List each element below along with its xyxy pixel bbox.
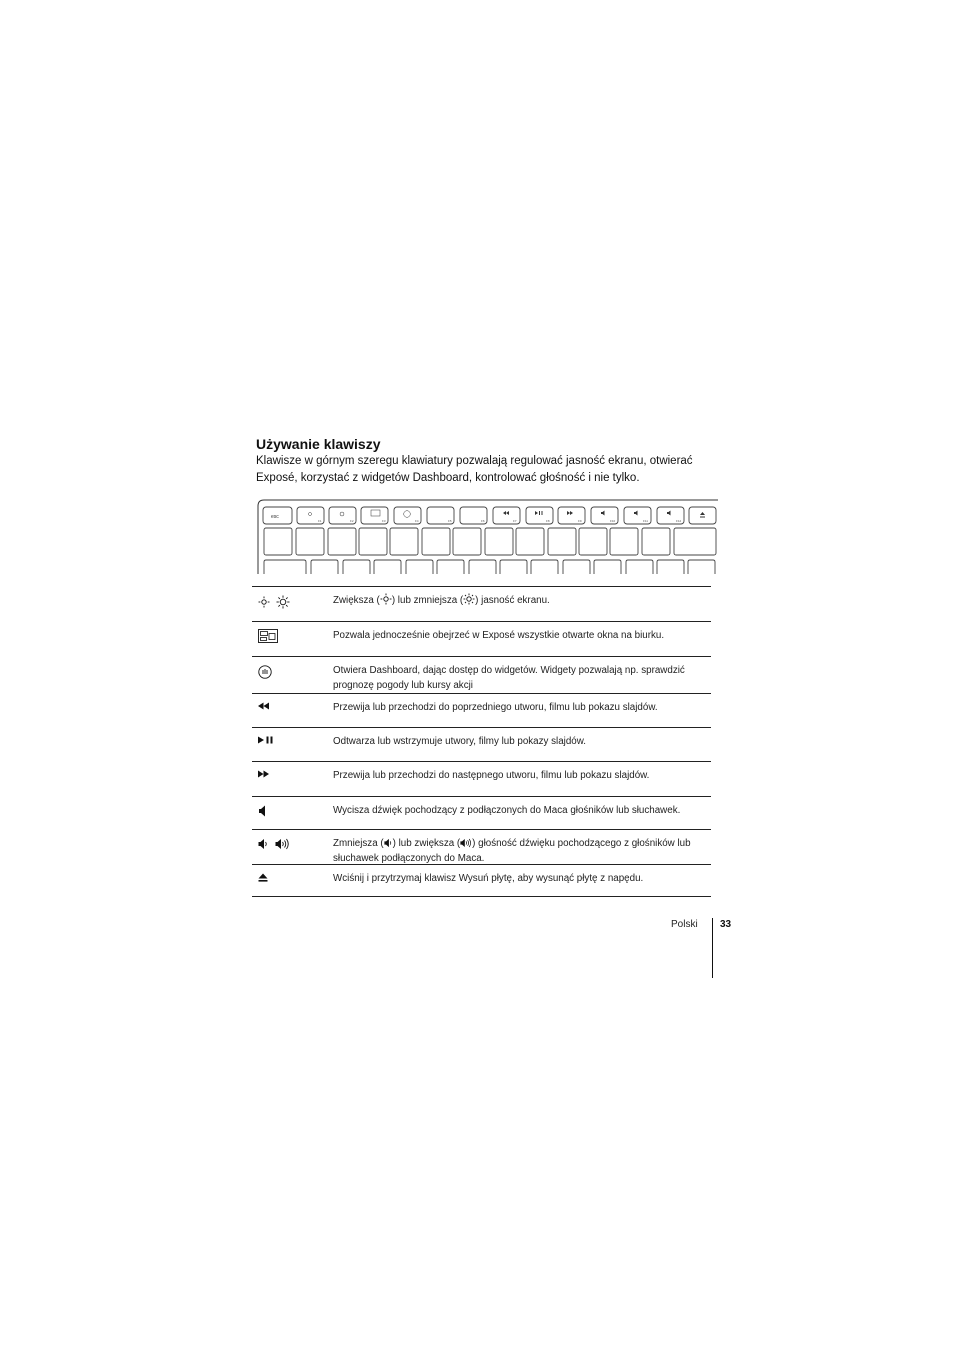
play-pause-icon — [258, 736, 274, 744]
table-row-playpause — [252, 727, 711, 761]
key-f1-label: F1 — [318, 519, 322, 523]
volume-text-1: Zmniejsza ( — [333, 838, 384, 849]
mute-icon — [258, 805, 266, 817]
key-f4-label: F4 — [415, 519, 419, 523]
brightness-down-inline-icon — [463, 593, 475, 605]
table-row-volume — [252, 829, 711, 864]
mute-description: Wycisza dźwięk pochodzący z podłączonych do Maca głośników lub słuchawek. — [333, 805, 681, 816]
volume-description — [333, 836, 708, 866]
dashboard-symbols — [258, 665, 272, 679]
key-f12-label: F12 — [676, 519, 682, 523]
table-row-dashboard — [252, 656, 711, 693]
expose-symbols — [258, 629, 278, 643]
section-heading: Używanie klawiszy — [256, 436, 381, 452]
volume-text-2: ) lub zwiększa ( — [392, 838, 461, 849]
rewind-symbols — [258, 702, 270, 710]
table-row-expose — [252, 621, 711, 656]
keyboard-drawing — [256, 498, 718, 574]
brightness-text-1: Zwiększa ( — [333, 595, 380, 606]
expose-description: Pozwala jednocześnie obejrzeć w Exposé wszystkie otwarte okna na biurku. — [333, 630, 665, 641]
key-f9-label: F9 — [578, 519, 582, 523]
key-f3-label: F3 — [382, 519, 386, 523]
forward-description: Przewija lub przechodzi do następnego utworu, filmu lub pokazu slajdów. — [333, 770, 650, 781]
dashboard-icon — [258, 665, 272, 679]
brightness-symbols — [258, 595, 290, 609]
brightness-down-icon — [258, 596, 270, 608]
brightness-text-3: ) jasność ekranu. — [475, 595, 550, 606]
volume-up-inline-icon — [460, 838, 472, 848]
key-f5-label: F5 — [448, 519, 452, 523]
brightness-up-icon — [276, 595, 290, 609]
key-f2-label: F2 — [350, 519, 354, 523]
fast-forward-icon — [258, 770, 270, 778]
playpause-description: Odtwarza lub wstrzymuje utwory, filmy lub pokazy slajdów. — [333, 736, 586, 747]
eject-description: Wciśnij i przytrzymaj klawisz Wysuń płytę, aby wysunąć płytę z napędu. — [333, 873, 644, 884]
rewind-description: Przewija lub przechodzi do poprzedniego utworu, filmu lub pokazu slajdów. — [333, 702, 658, 713]
table-row-rewind — [252, 693, 711, 727]
key-f11-label: F11 — [643, 519, 648, 523]
volume-symbols — [258, 838, 290, 850]
brightness-description — [333, 593, 708, 608]
key-f8-label: F8 — [546, 519, 550, 523]
page-number: 33 — [720, 919, 732, 930]
volume-down-inline-icon — [384, 838, 393, 848]
key-eject — [689, 507, 716, 524]
dashboard-description: Otwiera Dashboard, dając dostęp do widgetów. Widgety pozwalają np. sprawdzić prognozę pogody lub kursy akcji — [333, 665, 685, 691]
footer-divider — [712, 918, 713, 978]
table-row-eject — [252, 864, 711, 897]
table-row-mute — [252, 796, 711, 829]
mute-symbols — [258, 805, 266, 817]
brightness-up-inline-icon — [380, 593, 392, 605]
table-row-forward — [252, 761, 711, 796]
key-esc-label: esc — [271, 514, 279, 520]
key-f10-label: F10 — [610, 519, 616, 523]
footer-language: Polski — [671, 919, 698, 930]
eject-icon — [258, 873, 268, 882]
volume-down-icon — [258, 838, 269, 850]
expose-icon — [258, 629, 278, 643]
forward-symbols — [258, 770, 270, 778]
table-row-brightness — [252, 586, 711, 621]
keyboard-illustration — [256, 498, 718, 574]
intro-paragraph: Klawisze w górnym szeregu klawiatury pozwalają regulować jasność ekranu, otwierać Exposé, korzystać z widgetów Dashboard, kontrolować głośność i nie tylko. — [256, 455, 693, 484]
key-f6-label: F6 — [481, 519, 485, 523]
volume-up-icon — [275, 838, 290, 850]
brightness-text-2: ) lub zmniejsza ( — [391, 595, 464, 606]
rewind-icon — [258, 702, 270, 710]
key-function-table — [252, 586, 711, 897]
playpause-symbols — [258, 736, 274, 744]
eject-symbols — [258, 873, 268, 882]
volume-text-3: ) głośność dźwięku pochodzącego z głośników lub słuchawek podłączonych do Maca. — [333, 838, 691, 864]
key-f7-label: F7 — [513, 519, 517, 523]
